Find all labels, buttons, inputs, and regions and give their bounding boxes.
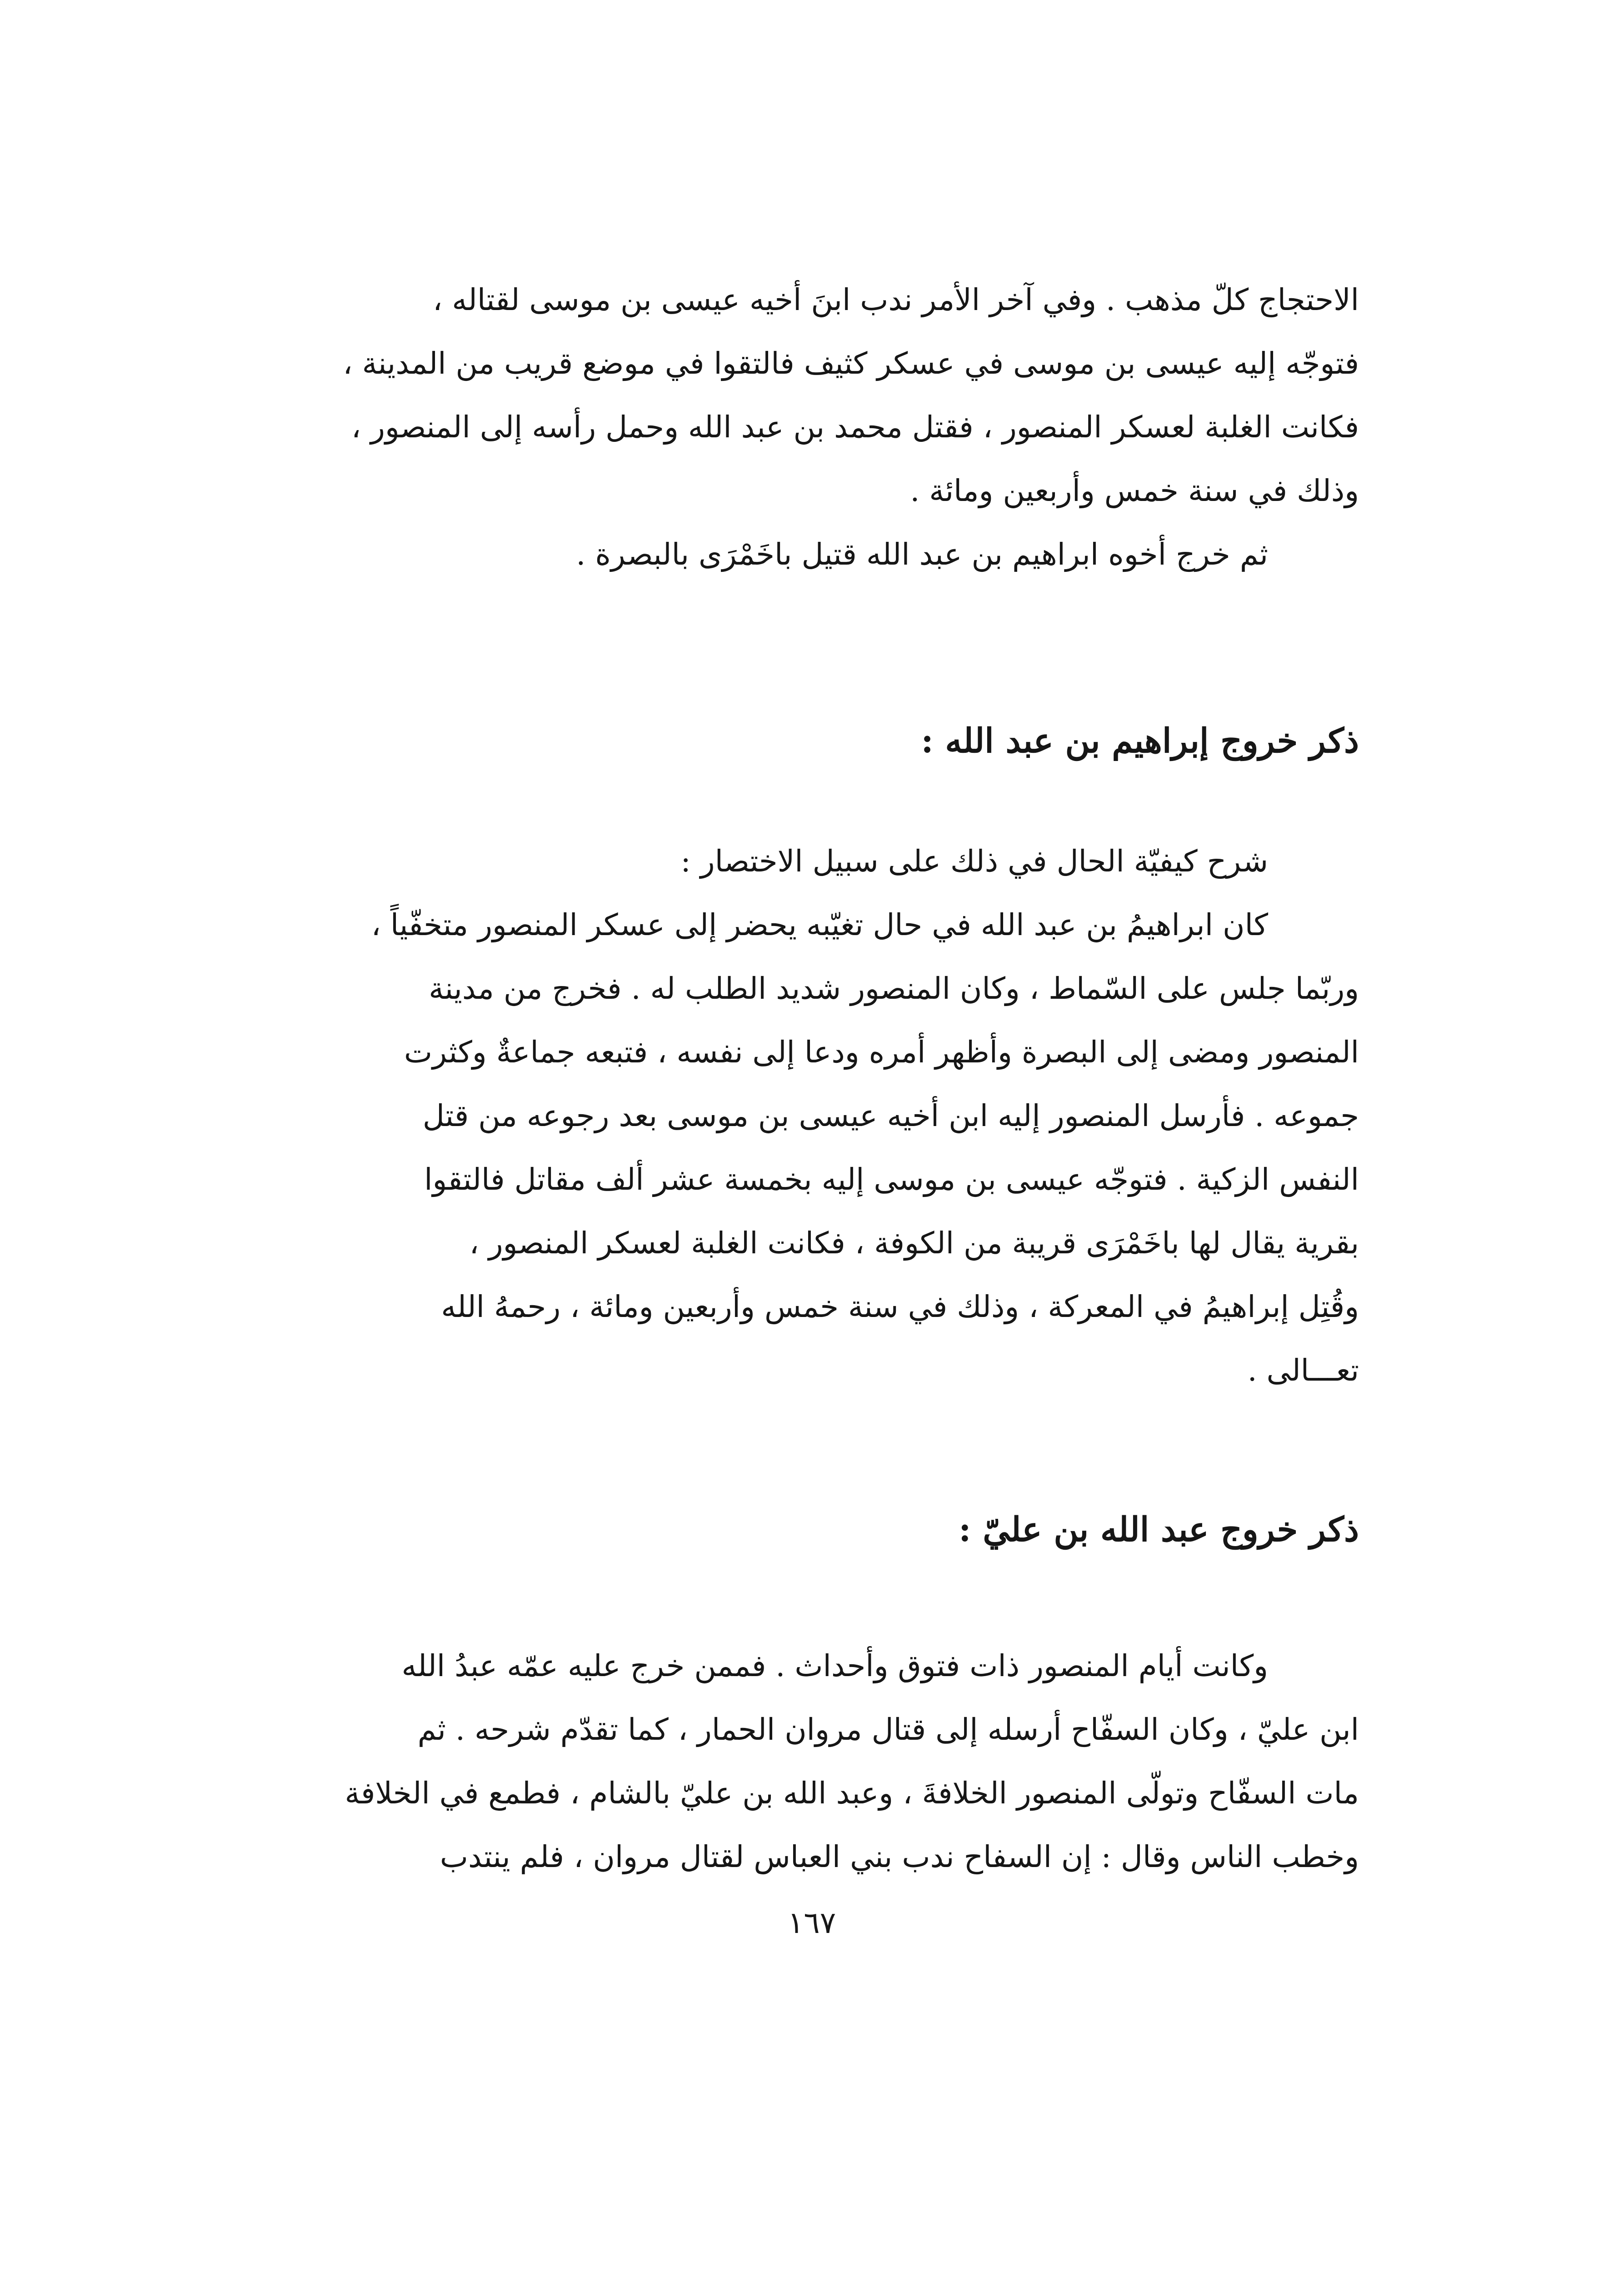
text-line: كان ابراهيمُ بن عبد الله في حال تغيّبه يحضر إلى عسكر المنصور متخفّياً ،: [371, 907, 1268, 942]
text-line: النفس الزكية . فتوجّه عيسى بن موسى إليه بخمسة عشر ألف مقاتل فالتقوا: [424, 1162, 1359, 1197]
text-line: جموعه . فأرسل المنصور إليه ابن أخيه عيسى بن موسى بعد رجوعه من قتل: [422, 1098, 1359, 1133]
text-line: بقرية يقال لها باخَمْرَى قريبة من الكوفة ، فكانت الغلبة لعسكر المنصور ،: [469, 1226, 1359, 1261]
text-line: وخطب الناس وقال : إن السفاح ندب بني العباس لقتال مروان ، فلم ينتدب: [440, 1839, 1359, 1874]
text-line: وذلك في سنة خمس وأربعين ومائة .: [910, 473, 1359, 508]
text-line: تعـــالى .: [1247, 1353, 1359, 1388]
text-line: مات السفّاح وتولّى المنصور الخلافةَ ، وعبد الله بن عليّ بالشام ، فطمع في الخلافة: [345, 1776, 1359, 1811]
text-line: وربّما جلس على السّماط ، وكان المنصور شديد الطلب له . فخرج من مدينة: [429, 971, 1359, 1006]
text-line: ثم خرج أخوه ابراهيم بن عبد الله قتيل باخَمْرَى بالبصرة .: [576, 537, 1268, 572]
section-3-text: [314, 1634, 1359, 1889]
text-line: المنصور ومضى إلى البصرة وأظهر أمره ودعا إلى نفسه ، فتبعه جماعةٌ وكثرت: [404, 1035, 1359, 1070]
text-line: وكانت أيام المنصور ذات فتوق وأحداث . فممن خرج عليه عمّه عبدُ الله: [401, 1648, 1268, 1683]
text-line: شرح كيفيّة الحال في ذلك على سبيل الاختصار :: [680, 844, 1268, 879]
text-line: ابن عليّ ، وكان السفّاح أرسله إلى قتال مروان الحمار ، كما تقدّم شرحه . ثم: [417, 1712, 1359, 1747]
page-number: ١٦٧: [787, 1905, 836, 1940]
text-line: فتوجّه إليه عيسى بن موسى في عسكر كثيف فالتقوا في موضع قريب من المدينة ،: [343, 346, 1359, 381]
section-2-text: [314, 830, 1359, 1402]
text-line: الاحتجاج كلّ مذهب . وفي آخر الأمر ندب ابنَ أخيه عيسى بن موسى لقتاله ،: [433, 282, 1359, 317]
section-heading: ذكر خروج عبد الله بن عليّ :: [959, 1510, 1359, 1549]
text-line: فكانت الغلبة لعسكر المنصور ، فقتل محمد بن عبد الله وحمل رأسه إلى المنصور ،: [351, 410, 1359, 445]
section-heading: ذكر خروج إبراهيم بن عبد الله :: [921, 721, 1359, 761]
section-1-text: [314, 268, 1359, 586]
text-line: وقُتِل إبراهيمُ في المعركة ، وذلك في سنة خمس وأربعين ومائة ، رحمهُ الله: [441, 1289, 1359, 1324]
